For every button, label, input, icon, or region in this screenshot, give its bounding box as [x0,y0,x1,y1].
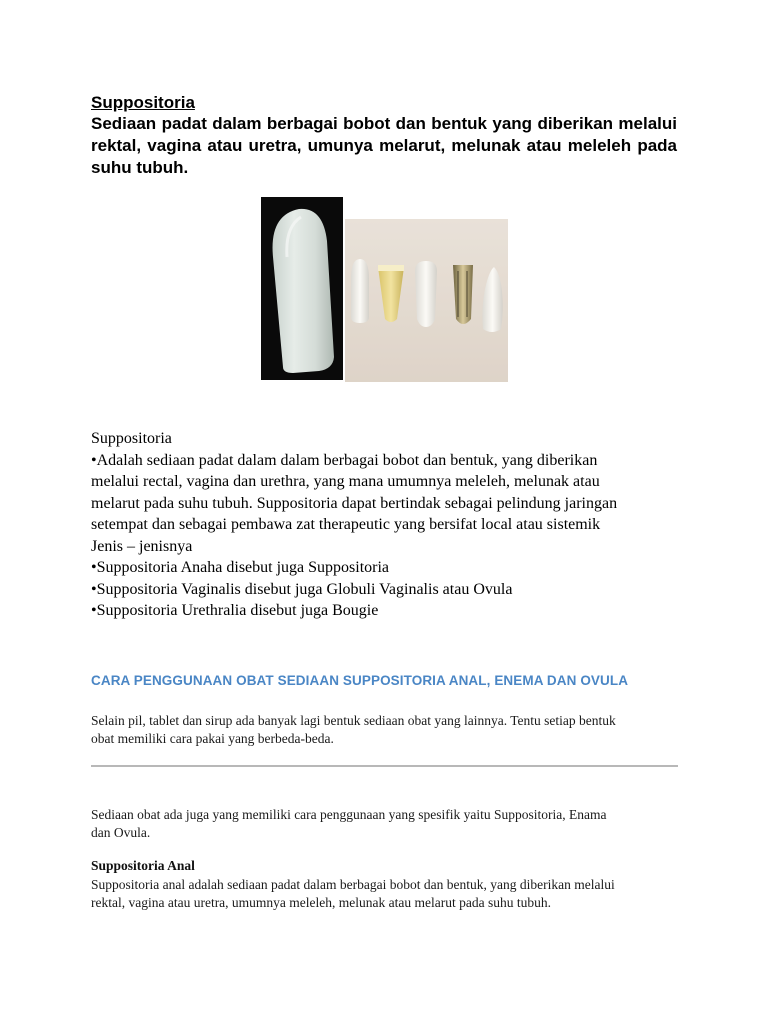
suppository-group-image [345,219,508,382]
text-line: melarut pada suhu tubuh. Suppositoria dapat bertindak sebagai pelindung jaringan [91,494,618,512]
section-title: Suppositoria [91,430,172,447]
text-line: Sediaan obat ada juga yang memiliki cara penggunaan yang spesifik yaitu Suppositoria, Enama [91,807,607,822]
text-line: setempat dan sebagai pembawa zat therapeutic yang bersifat local atau sistemik [91,516,601,533]
article-heading: CARA PENGGUNAAN OBAT SEDIAAN SUPPOSITORIA ANAL, ENEMA DAN OVULA [91,673,629,688]
article-paragraph-2 [91,806,681,842]
article-paragraph-1 [91,712,681,748]
text-line: rektal, vagina atau uretra, umumnya meleleh, melunak atau melarut pada suhu tubuh. [91,895,551,910]
text-line: dan Ovula. [91,825,151,840]
page-title: Suppositoria [91,93,195,112]
suppository-single-image [261,197,343,380]
text-line: Selain pil, tablet dan sirup ada banyak lagi bentuk sediaan obat yang lainnya. Tentu setiap bentuk [91,713,616,728]
text-line: melalui rectal, vagina dan urethra, yang mana umumnya meleleh, melunak atau [91,473,600,490]
bullet-item: •Suppositoria Anaha disebut juga Suppositoria [91,559,390,576]
article-paragraph-3 [91,876,681,912]
bullet-item: •Suppositoria Vaginalis disebut juga Globuli Vaginalis atau Ovula [91,580,513,598]
horizontal-divider [91,765,678,767]
text-line: obat memiliki cara pakai yang berbeda-beda. [91,731,334,746]
text-line: •Adalah sediaan padat dalam dalam berbagai bobot dan bentuk, yang diberikan [91,451,598,469]
text-line: Suppositoria anal adalah sediaan padat dalam berbagai bobot dan bentuk, yang diberikan melalui [91,877,615,892]
types-heading: Jenis – jenisnya [91,537,193,555]
definition-paragraph: Sediaan padat dalam berbagai bobot dan bentuk yang diberikan melalui rektal, vagina atau uretra, umunya melarut, melunak atau meleleh pada suhu tubuh. [91,114,677,177]
suppositoria-description-section [91,428,691,622]
subheading-suppositoria-anal: Suppositoria Anal [91,858,195,873]
bullet-item: •Suppositoria Urethralia disebut juga Bougie [91,602,379,619]
